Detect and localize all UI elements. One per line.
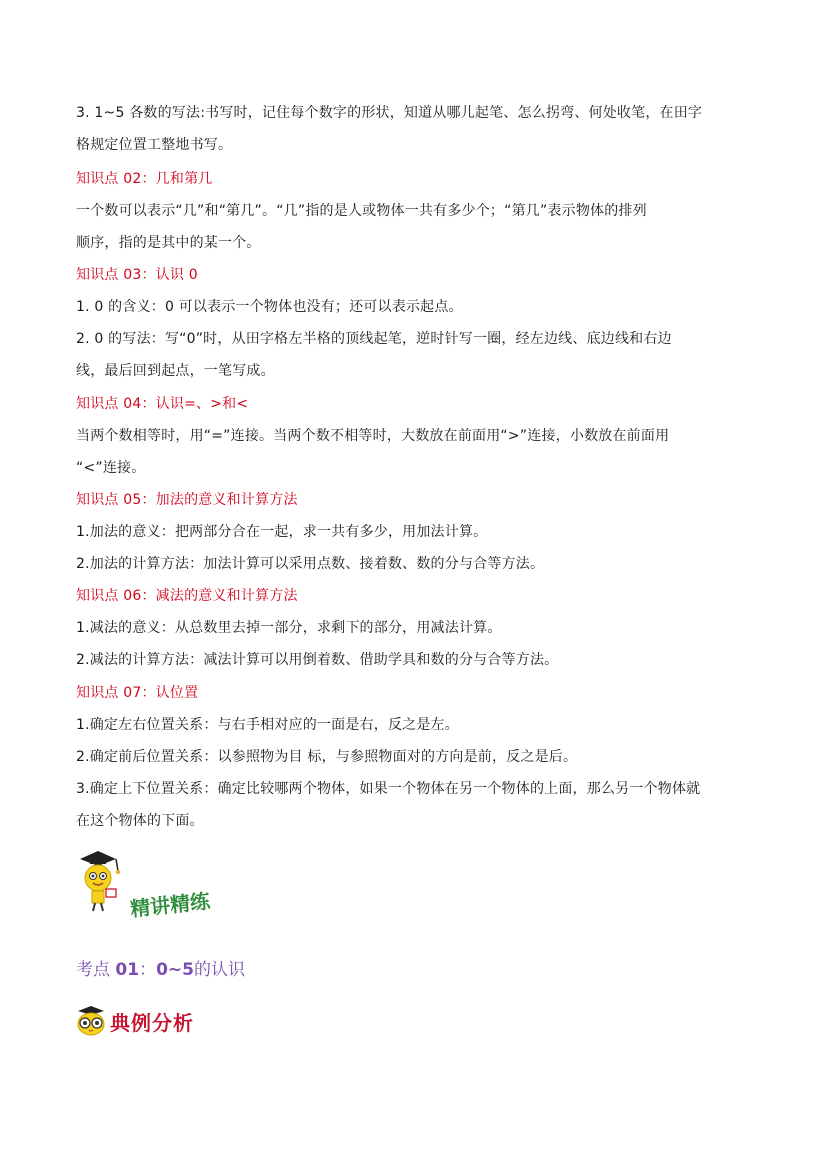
kaodian-number: 01 <box>115 960 140 980</box>
owl-mascot-icon <box>74 1003 108 1037</box>
paragraph-zero-writing-1: 2. 0 的写法：写“0”时，从田字格左半格的顶线起笔，逆时针写一圈，经左边线、底边线和右边 <box>76 331 672 347</box>
knowledge-point-heading-04: 知识点 04：认识=、>和< <box>76 396 249 412</box>
paragraph-ji-1: 一个数可以表示“几”和“第几”。“几”指的是人或物体一共有多少个；“第几”表示物体的排列 <box>76 203 647 219</box>
paragraph-up-down-2: 在这个物体的下面。 <box>76 813 204 829</box>
paragraph-subtraction-meaning: 1.减法的意义：从总数里去掉一部分，求剩下的部分，用减法计算。 <box>76 620 502 636</box>
kaodian-heading <box>76 955 245 980</box>
paragraph-left-right: 1.确定左右位置关系：与右手相对应的一面是右，反之是左。 <box>76 717 459 733</box>
kaodian-range: 0~5 <box>156 960 194 980</box>
paragraph-ji-2: 顺序，指的是其中的某一个。 <box>76 235 261 251</box>
section-badge-label: 精讲精练 <box>129 888 212 922</box>
paragraph-front-back: 2.确定前后位置关系：以参照物为目 标，与参照物面对的方向是前，反之是后。 <box>76 749 578 765</box>
paragraph-compare-2: “<”连接。 <box>76 460 146 476</box>
graduate-mascot-icon <box>72 845 132 915</box>
paragraph-up-down-1: 3.确定上下位置关系：确定比较哪两个物体，如果一个物体在另一个物体的上面，那么另一个物体就 <box>76 781 701 797</box>
paragraph-writing-method-2: 格规定位置工整地书写。 <box>76 137 233 153</box>
example-badge-label: 典例分析 <box>110 1011 194 1035</box>
paragraph-zero-writing-2: 线，最后回到起点，一笔写成。 <box>76 363 275 379</box>
kaodian-prefix: 考点 <box>76 960 110 980</box>
paragraph-compare-1: 当两个数相等时，用“=”连接。当两个数不相等时，大数放在前面用“>”连接，小数放在前面用 <box>76 428 670 444</box>
knowledge-point-heading-07: 知识点 07：认位置 <box>76 685 199 701</box>
example-badge <box>74 1003 204 1039</box>
knowledge-point-heading-05: 知识点 05：加法的意义和计算方法 <box>76 492 298 508</box>
kaodian-suffix: 的认识 <box>193 960 245 980</box>
knowledge-point-heading-02: 知识点 02：几和第几 <box>76 171 213 187</box>
paragraph-addition-meaning: 1.加法的意义：把两部分合在一起，求一共有多少，用加法计算。 <box>76 524 488 540</box>
paragraph-addition-method: 2.加法的计算方法：加法计算可以采用点数、接着数、数的分与合等方法。 <box>76 556 545 572</box>
section-badge <box>72 845 222 920</box>
paragraph-zero-meaning: 1. 0 的含义：0 可以表示一个物体也没有；还可以表示起点。 <box>76 299 463 315</box>
paragraph-writing-method-1: 3. 1~5 各数的写法:书写时，记住每个数字的形状，知道从哪儿起笔、怎么拐弯、何处收笔，在田字 <box>76 105 703 121</box>
paragraph-subtraction-method: 2.减法的计算方法：减法计算可以用倒着数、借助学具和数的分与合等方法。 <box>76 652 559 668</box>
kaodian-separator: ： <box>139 960 157 980</box>
knowledge-point-heading-06: 知识点 06：减法的意义和计算方法 <box>76 588 298 604</box>
knowledge-point-heading-03: 知识点 03：认识 0 <box>76 267 198 283</box>
